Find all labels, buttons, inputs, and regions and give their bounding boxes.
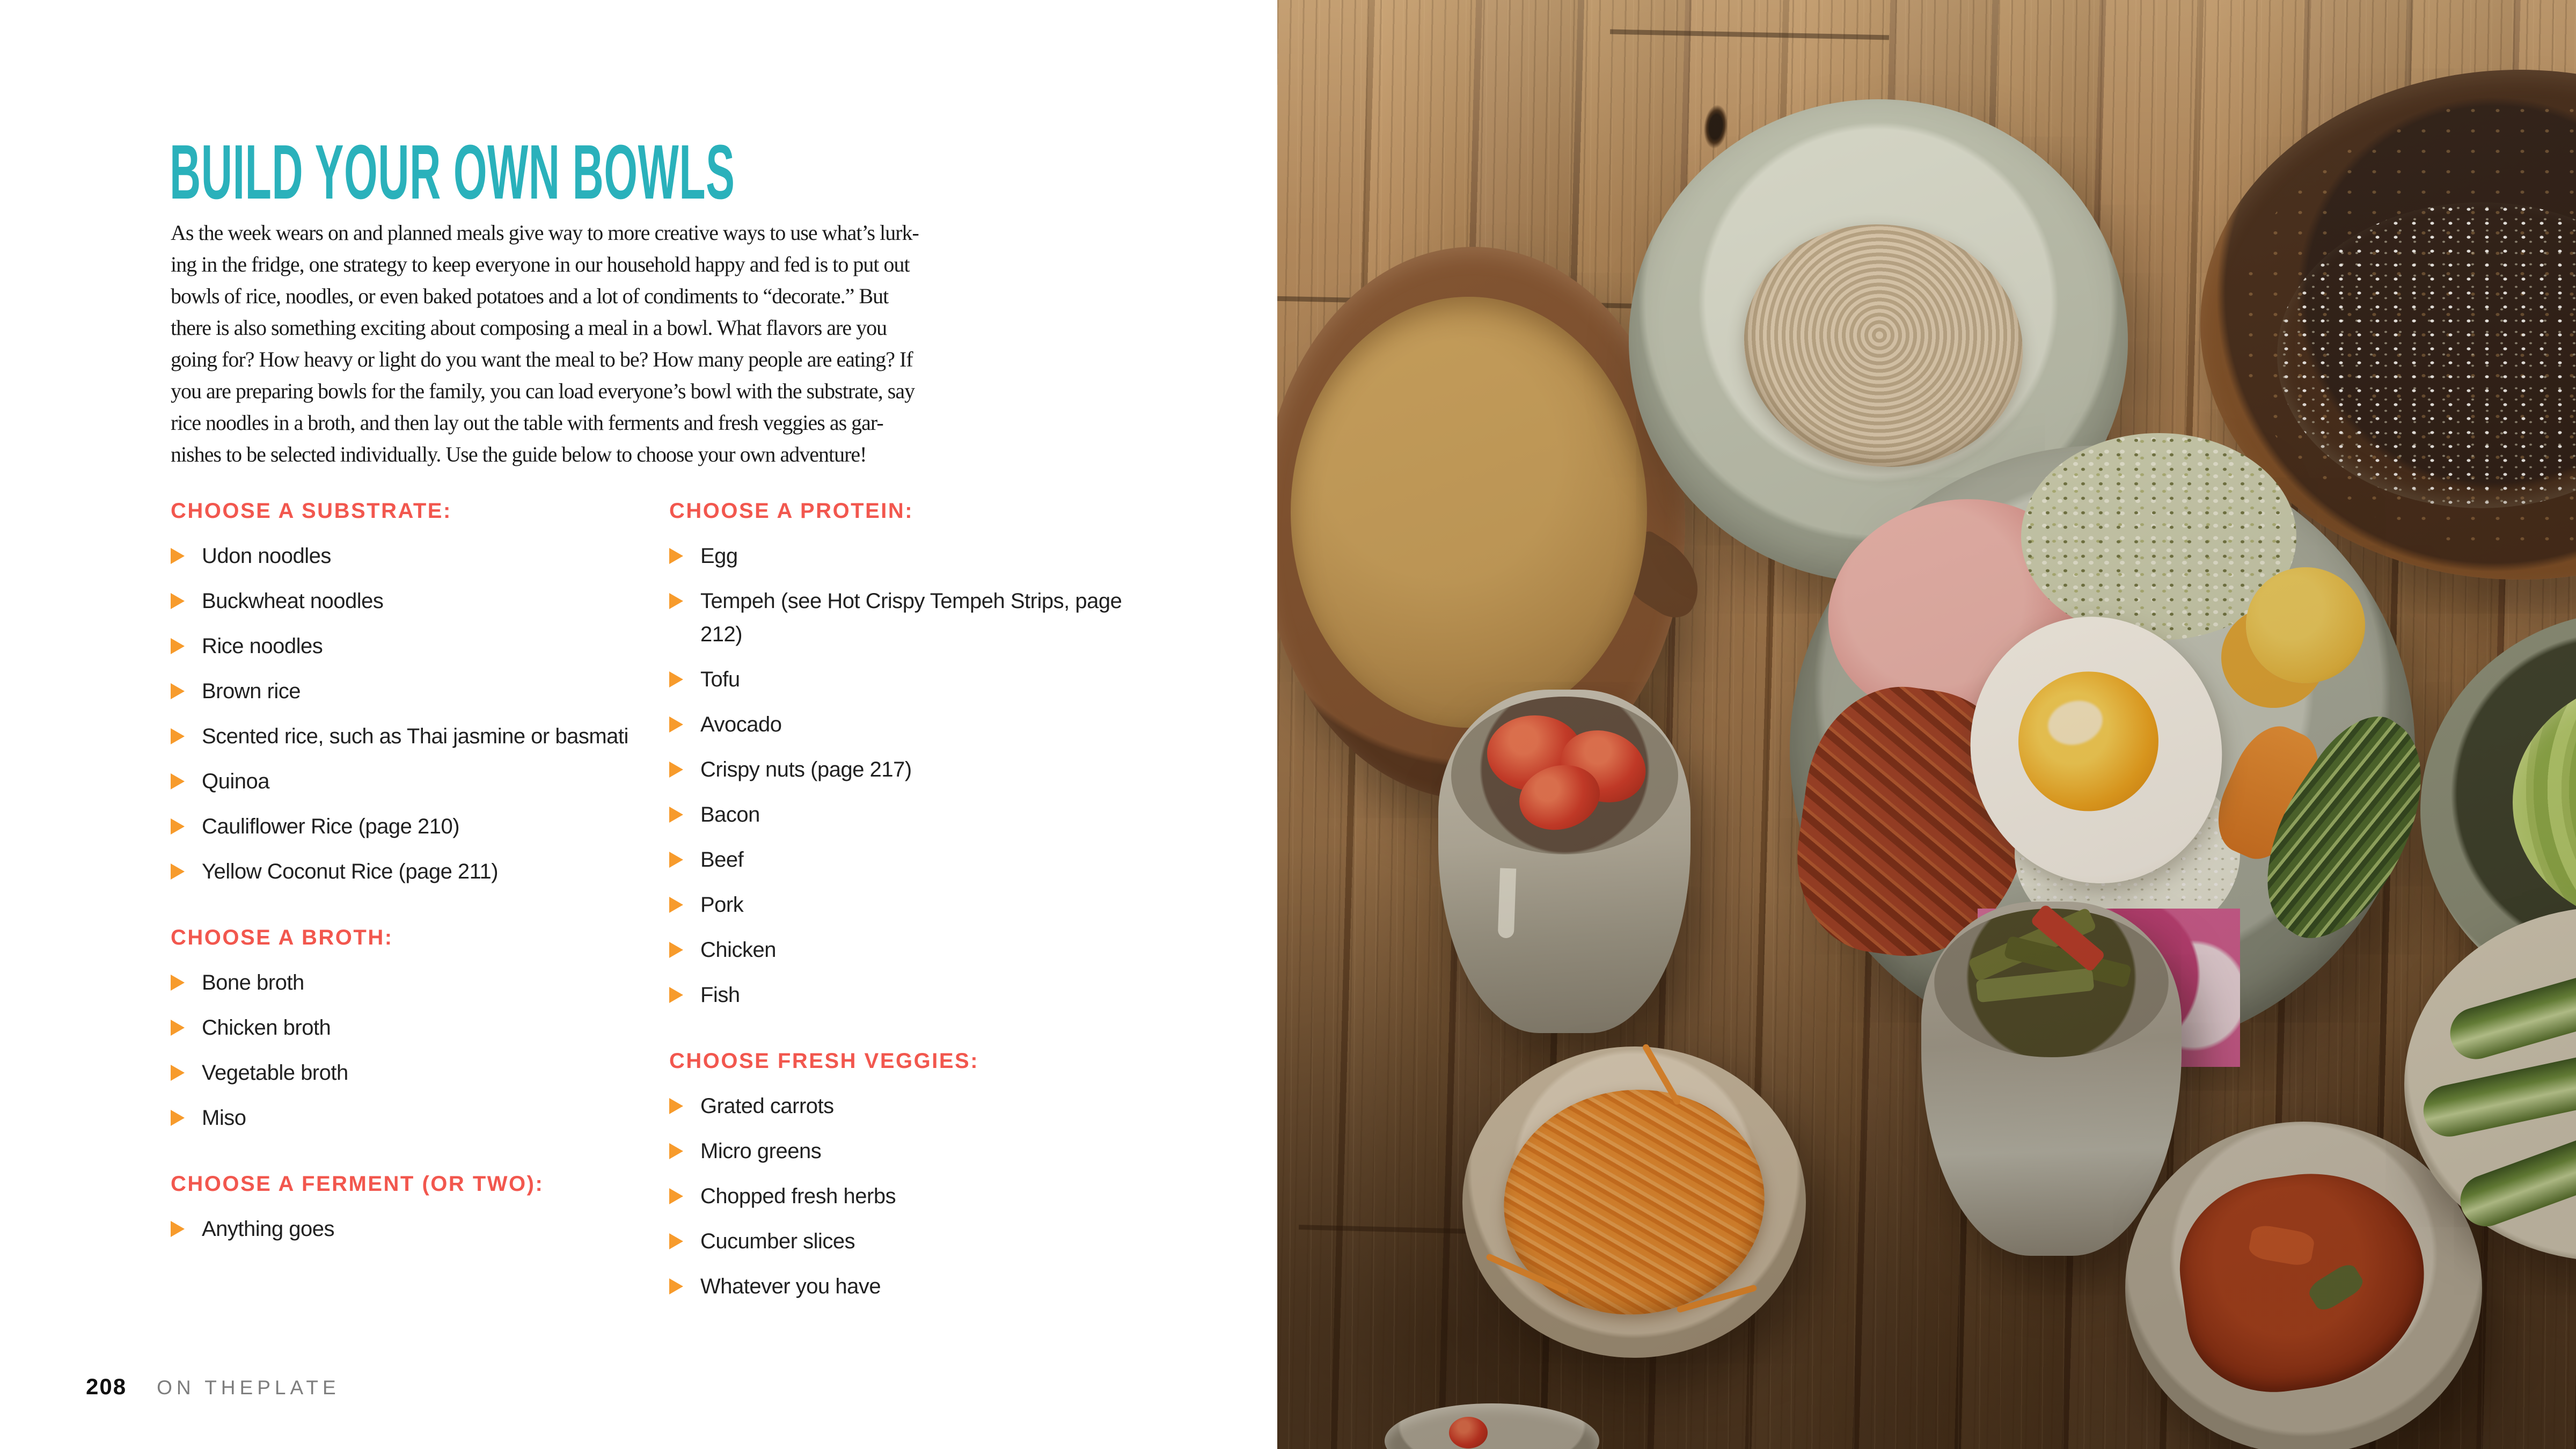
page-number: 208 [86,1374,127,1399]
triangle-bullet-icon [669,1143,683,1159]
composed-bowl-contents [1790,445,2315,945]
running-title: ON THEPLATE [157,1377,340,1399]
triangle-bullet-icon [669,762,683,778]
list-item [669,708,1123,741]
list-item [669,1135,1123,1168]
intro-line: nishes to be selected individually. Use the guide below to choose your own adventure! [171,442,867,466]
list-item-label: Scented rice, such as Thai jasmine or basmati [202,724,628,748]
avocado-slices [2513,675,2576,930]
list-item-label: Tempeh (see Hot Crispy Tempeh Strips, page 212) [700,589,1122,646]
list-item-label: Whatever you have [700,1275,881,1298]
choose-section [171,499,707,888]
choice-list [171,966,707,1135]
section-header: CHOOSE A BROTH: [171,926,393,949]
list-item [171,630,707,663]
wood-seam [1610,30,1889,40]
list-item [669,888,1123,921]
list-item-label: Buckwheat noodles [202,589,384,613]
list-item-label: Quinoa [202,770,269,793]
list-item-label: Bone broth [202,971,304,994]
list-item-label: Chicken [700,938,777,962]
list-item [669,539,1123,573]
list-item-label: Tofu [700,668,740,691]
triangle-bullet-icon [171,683,185,699]
list-item-label: Pork [700,893,744,917]
buckwheat-noodles [1726,204,2040,487]
choose-section [171,926,707,1135]
list-item-label: Egg [700,544,738,568]
list-item [171,810,707,843]
triangle-bullet-icon [669,1188,683,1204]
food-photo [1277,0,2576,1449]
list-item-label: Anything goes [202,1217,335,1241]
list-item [171,1101,707,1135]
list-item-label: Brown rice [202,679,301,703]
triangle-bullet-icon [669,942,683,958]
list-item-label: Micro greens [700,1139,822,1163]
cup-opening [1934,909,2169,1057]
miso-broth [1291,297,1647,728]
choices-column-right [669,499,1123,1315]
intro-paragraph [171,217,919,470]
list-item [669,843,1123,876]
intro-line: you are preparing bowls for the family, you can load everyone’s bowl with the substrate, say [171,379,915,403]
list-item-label: Beef [700,848,744,872]
triangle-bullet-icon [171,638,185,654]
triangle-bullet-icon [669,1233,683,1249]
list-item [171,765,707,798]
glaze-drip [1498,868,1517,938]
page-footer [86,1374,340,1400]
triangle-bullet-icon [171,548,185,564]
triangle-bullet-icon [669,897,683,913]
cucumber-slice [2444,928,2576,1065]
grated-carrots [1492,1077,1775,1327]
list-item [171,1011,707,1044]
choice-list [669,539,1123,1012]
triangle-bullet-icon [669,1098,683,1114]
list-item [669,663,1123,696]
list-item-label: Udon noodles [202,544,331,568]
list-item-label: Miso [202,1106,246,1130]
cup-opening [1451,697,1678,854]
kimchi-chunk [2248,1224,2316,1268]
intro-line: ing in the fridge, one strategy to keep everyone in our household happy and fed is to put out [171,252,910,276]
list-item [171,584,707,618]
triangle-bullet-icon [669,807,683,823]
triangle-bullet-icon [171,593,185,609]
pickled-tomato-cup [1438,690,1690,1033]
triangle-bullet-icon [171,1110,185,1126]
wood-knot [1702,104,1730,150]
triangle-bullet-icon [171,818,185,835]
list-item-label: Chicken broth [202,1016,331,1040]
triangle-bullet-icon [171,975,185,991]
egg-yolk [2002,655,2175,828]
list-item-label: Vegetable broth [202,1061,348,1085]
list-item [171,855,707,888]
kimchi [2169,1159,2439,1404]
intro-line: there is also something exciting about composing a meal in a bowl. What flavors are you [171,316,887,340]
choice-list [171,539,707,888]
section-header: CHOOSE A PROTEIN: [669,499,914,523]
triangle-bullet-icon [669,716,683,733]
list-item-label: Crispy nuts (page 217) [700,758,912,781]
list-item [669,1089,1123,1123]
list-item-label: Cucumber slices [700,1230,855,1253]
list-item [171,675,707,708]
section-header: CHOOSE A SUBSTRATE: [171,499,452,523]
list-item-label: Fish [700,983,740,1007]
page-title: BUILD YOUR OWN BOWLS [170,129,735,215]
choice-list [669,1089,1123,1303]
pickled-tomato [1449,1417,1488,1448]
triangle-bullet-icon [171,773,185,789]
triangle-bullet-icon [171,1221,185,1237]
green-bean-cup [1921,902,2182,1256]
list-item-label: Bacon [700,803,760,826]
triangle-bullet-icon [669,548,683,564]
intro-line: As the week wears on and planned meals give way to more creative ways to use what’s lurk- [171,221,919,245]
triangle-bullet-icon [171,1065,185,1081]
section-header: CHOOSE A FERMENT (OR TWO): [171,1172,544,1196]
intro-line: going for? How heavy or light do you want the meal to be? How many people are eating? If [171,347,913,371]
kimchi-chunk [2306,1261,2367,1314]
list-item-label: Grated carrots [700,1094,834,1118]
choice-list [171,1212,707,1246]
triangle-bullet-icon [669,987,683,1003]
edge-dish [1385,1403,1599,1449]
triangle-bullet-icon [669,593,683,609]
list-item [669,978,1123,1012]
list-item [171,539,707,573]
choices-column-left [171,499,707,1257]
list-item-label: Chopped fresh herbs [700,1184,896,1208]
list-item-label: Yellow Coconut Rice (page 211) [202,860,499,883]
list-item [171,1212,707,1246]
list-item [171,1056,707,1089]
intro-line: rice noodles in a broth, and then lay out the table with ferments and fresh veggies as gar- [171,411,883,435]
list-item [669,1180,1123,1213]
list-item-label: Avocado [700,713,782,736]
choose-section [669,1049,1123,1303]
triangle-bullet-icon [171,728,185,744]
choose-section [171,1172,707,1246]
list-item [669,798,1123,831]
triangle-bullet-icon [669,852,683,868]
list-item [669,1225,1123,1258]
triangle-bullet-icon [171,1020,185,1036]
list-item [171,966,707,999]
intro-line: bowls of rice, noodles, or even baked potatoes and a lot of condiments to “decorate.” But [171,284,889,308]
list-item [669,933,1123,967]
list-item [171,720,707,753]
triangle-bullet-icon [669,671,683,687]
kimchi-bowl [2125,1122,2482,1449]
triangle-bullet-icon [669,1278,683,1294]
choose-section [669,499,1123,1012]
section-header: CHOOSE FRESH VEGGIES: [669,1049,979,1073]
list-item-label: Cauliflower Rice (page 210) [202,815,460,838]
grated-carrot-bowl [1462,1046,1806,1358]
list-item [669,584,1123,651]
list-item [669,1270,1123,1303]
list-item [669,753,1123,786]
list-item-label: Rice noodles [202,634,323,658]
triangle-bullet-icon [171,863,185,880]
